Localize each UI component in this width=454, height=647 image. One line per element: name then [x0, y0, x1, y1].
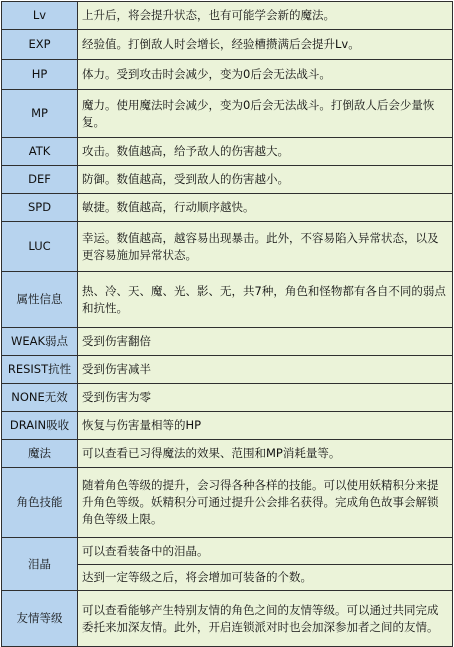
- table-row: [2, 138, 453, 166]
- term-cell: DRAIN吸收: [2, 412, 78, 440]
- table-row: [2, 222, 453, 272]
- table-row: [2, 538, 453, 565]
- term-cell: 友情等级: [2, 591, 78, 647]
- term-cell: 泪晶: [2, 538, 78, 591]
- table-row: [2, 356, 453, 384]
- table-row: [2, 591, 453, 647]
- term-cell: NONE无效: [2, 384, 78, 412]
- description-cell: 恢复与伤害量相等的HP: [78, 412, 453, 440]
- description-cell: 随着角色等级的提升，会习得各种各样的技能。可以使用妖精积分来提升角色等级。妖精积分可通过提升公会排名获得。完成角色故事会解锁角色等级上限。: [78, 468, 453, 538]
- description-cell: 幸运。数值越高，越容易出现暴击。此外，不容易陷入异常状态，以及更容易施加异常状态。: [78, 222, 453, 272]
- table-row: [2, 30, 453, 60]
- table-row: [2, 384, 453, 412]
- table-row: [2, 90, 453, 138]
- description-cell: 受到伤害为零: [78, 384, 453, 412]
- status-glossary-table: [1, 1, 453, 647]
- description-cell: 可以查看已习得魔法的效果、范围和MP消耗量等。: [78, 440, 453, 468]
- term-cell: Lv: [2, 2, 78, 30]
- description-cell: 经验值。打倒敌人时会增长，经验槽攒满后会提升Lv。: [78, 30, 453, 60]
- table-row: [2, 194, 453, 222]
- term-cell: RESIST抗性: [2, 356, 78, 384]
- description-cell: 魔力。使用魔法时会减少，变为0后会无法战斗。打倒敌人后会少量恢复。: [78, 90, 453, 138]
- description-cell: 可以查看能够产生特别友情的角色之间的友情等级。可以通过共同完成委托来加深友情。此外，开启连锁派对时也会加深参加者之间的友情。: [78, 591, 453, 647]
- term-cell: 魔法: [2, 440, 78, 468]
- term-cell: SPD: [2, 194, 78, 222]
- table-row: [2, 412, 453, 440]
- table-row: [2, 328, 453, 356]
- term-cell: DEF: [2, 166, 78, 194]
- table-body: [2, 2, 453, 647]
- term-cell: 属性信息: [2, 272, 78, 328]
- table-row: [2, 468, 453, 538]
- description-cell: 体力。受到攻击时会减少，变为0后会无法战斗。: [78, 60, 453, 90]
- term-cell: WEAK弱点: [2, 328, 78, 356]
- table-row: [2, 272, 453, 328]
- term-cell: ATK: [2, 138, 78, 166]
- description-cell: 防御。数值越高，受到敌人的伤害越小。: [78, 166, 453, 194]
- table-row: [2, 60, 453, 90]
- description-cell: 达到一定等级之后，将会增加可装备的个数。: [78, 565, 453, 591]
- term-cell: EXP: [2, 30, 78, 60]
- description-cell: 可以查看装备中的泪晶。: [78, 538, 453, 565]
- table-row: [2, 2, 453, 30]
- term-cell: LUC: [2, 222, 78, 272]
- description-cell: 上升后，将会提升状态，也有可能学会新的魔法。: [78, 2, 453, 30]
- description-cell: 受到伤害翻倍: [78, 328, 453, 356]
- table-row: [2, 166, 453, 194]
- description-cell: 敏捷。数值越高，行动顺序越快。: [78, 194, 453, 222]
- description-cell: 受到伤害减半: [78, 356, 453, 384]
- term-cell: 角色技能: [2, 468, 78, 538]
- term-cell: MP: [2, 90, 78, 138]
- description-cell: 热、冷、天、魔、光、影、无，共7种，角色和怪物都有各自不同的弱点和抗性。: [78, 272, 453, 328]
- table-row: [2, 440, 453, 468]
- description-cell: 攻击。数值越高，给予敌人的伤害越大。: [78, 138, 453, 166]
- term-cell: HP: [2, 60, 78, 90]
